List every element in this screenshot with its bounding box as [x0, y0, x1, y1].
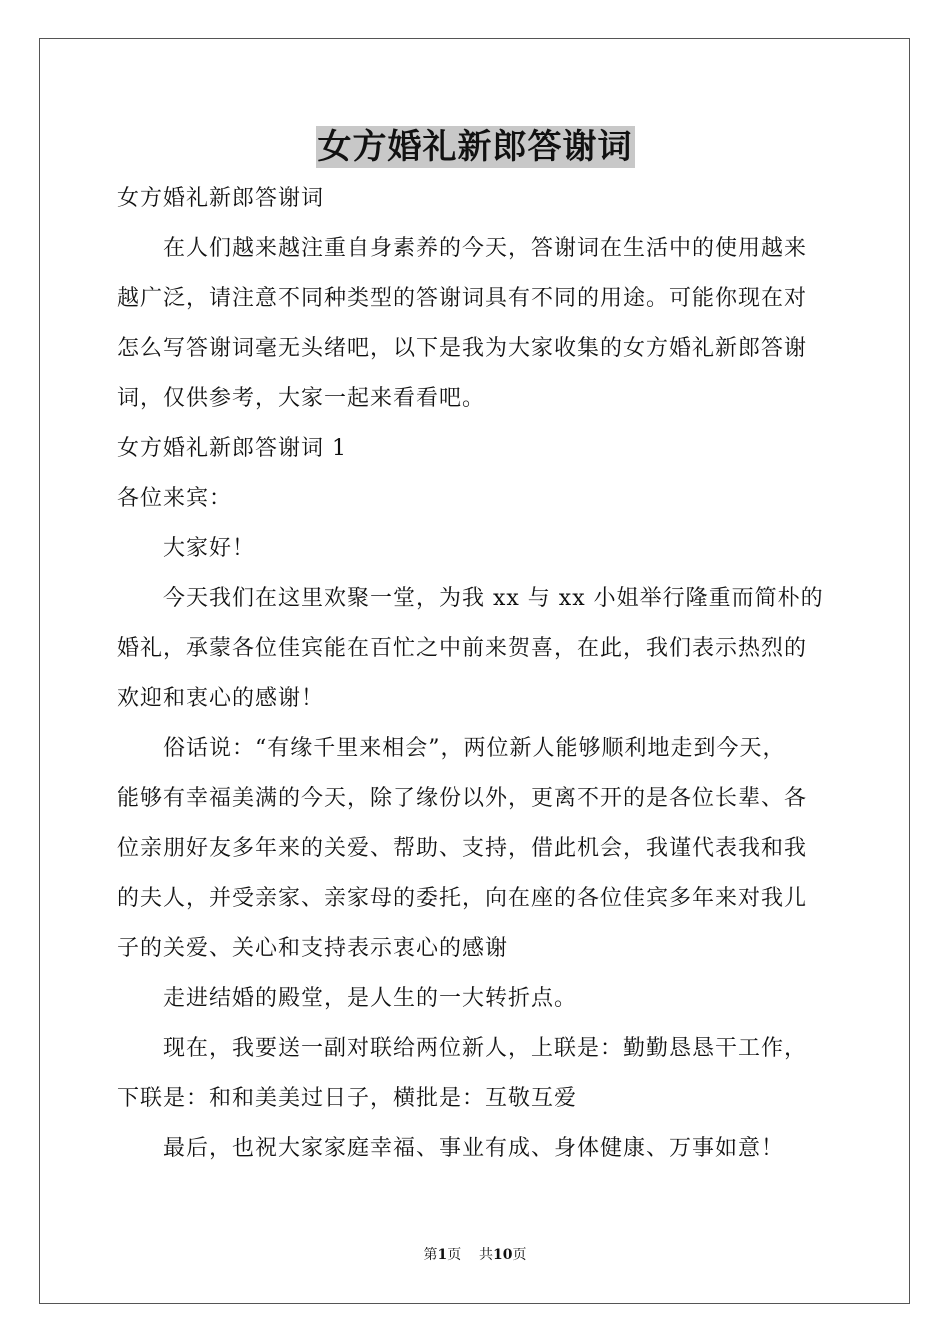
- body-line: 欢迎和衷心的感谢！: [117, 686, 325, 711]
- body-line: 下联是：和和美美过日子，横批是：互敬互爱: [117, 1086, 578, 1111]
- body-line: 子的关爱、关心和支持表示衷心的感谢: [117, 936, 509, 961]
- body-line: 怎么写答谢词毫无头绪吧，以下是我为大家收集的女方婚礼新郎答谢: [117, 336, 808, 361]
- body-line: 最后，也祝大家家庭幸福、事业有成、身体健康、万事如意！: [117, 1136, 785, 1161]
- body-line: 婚礼，承蒙各位佳宾能在百忙之中前来贺喜，在此，我们表示热烈的: [117, 636, 808, 661]
- body-line: 位亲朋好友多年来的关爱、帮助、支持，借此机会，我谨代表我和我: [117, 836, 808, 861]
- body-line: 女方婚礼新郎答谢词: [117, 186, 325, 211]
- body-line: 的夫人，并受亲家、亲家母的委托，向在座的各位佳宾多年来对我儿: [117, 886, 808, 911]
- title-wrap: [0, 126, 950, 168]
- body-line: 走进结婚的殿堂，是人生的一大转折点。: [117, 986, 578, 1011]
- body-line: 今天我们在这里欢聚一堂，为我 xx 与 xx 小姐举行隆重而简朴的: [117, 586, 824, 611]
- body-line: 现在，我要送一副对联给两位新人，上联是：勤勤恳恳干工作，: [117, 1036, 808, 1061]
- body-line: 能够有幸福美满的今天，除了缘份以外，更离不开的是各位长辈、各: [117, 786, 808, 811]
- footer-total-pages: 10: [493, 1247, 513, 1263]
- footer-page-prefix: 第: [423, 1247, 438, 1263]
- footer-page-suffix: 页: [447, 1247, 462, 1263]
- body-line: 越广泛，请注意不同种类型的答谢词具有不同的用途。可能你现在对: [117, 286, 808, 311]
- page-footer: [0, 1246, 950, 1264]
- section-heading: 女方婚礼新郎答谢词 1: [117, 436, 347, 461]
- document-title: 女方婚礼新郎答谢词: [317, 127, 633, 167]
- page-border: [39, 38, 910, 1304]
- body-line: 大家好！: [117, 536, 256, 561]
- body-line: 在人们越来越注重自身素养的今天，答谢词在生活中的使用越来: [117, 236, 808, 261]
- body-line: 各位来宾：: [117, 486, 233, 511]
- footer-page-number: 1: [437, 1247, 448, 1263]
- footer-total-prefix: 共: [479, 1247, 494, 1263]
- body-line: 词，仅供参考，大家一起来看看吧。: [117, 386, 486, 411]
- footer-total-suffix: 页: [512, 1247, 527, 1263]
- body-line: 俗话说：“有缘千里来相会”，两位新人能够顺利地走到今天，: [117, 736, 786, 761]
